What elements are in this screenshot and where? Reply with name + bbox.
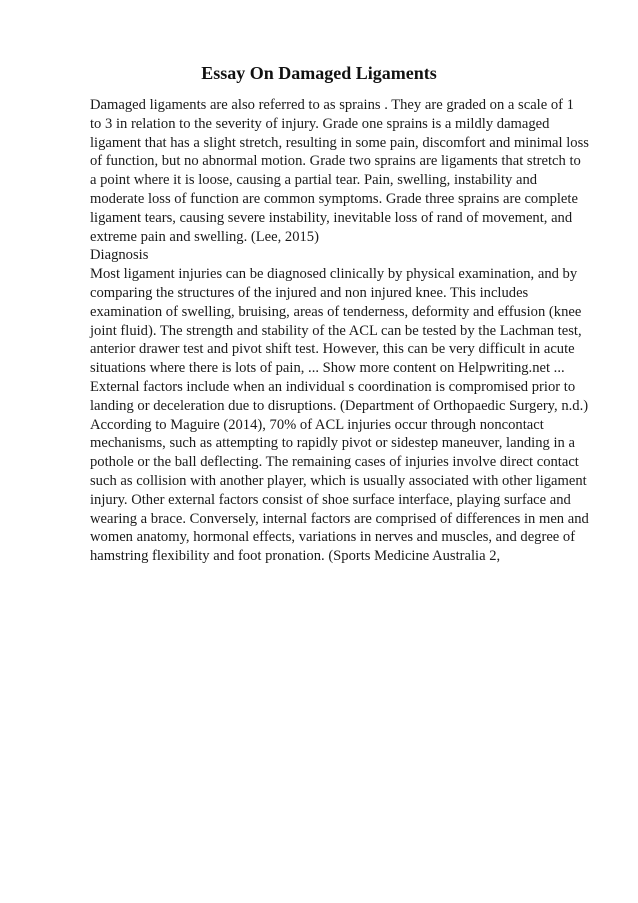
text-line: mechanisms, such as attempting to rapidly pivot or sidestep maneuver, landing in a [90,435,575,452]
text-line: pothole or the ball deflecting. The remaining cases of injuries involve direct contact [90,454,579,471]
document-title: Essay On Damaged Ligaments [201,63,437,83]
text-line: comparing the structures of the injured and non injured knee. This includes [90,284,529,301]
text-line: wearing a brace. Conversely, internal factors are comprised of differences in men and [90,510,589,527]
text-line: ligament tears, causing severe instability, inevitable loss of rand of movement, and [90,209,573,226]
text-line: Most ligament injuries can be diagnosed clinically by physical examination, and by [90,266,578,283]
section-heading-diagnosis: Diagnosis [90,247,149,264]
text-line: a point where it is loose, causing a partial tear. Pain, swelling, instability and [90,172,538,189]
text-line: such as collision with another player, which is usually associated with other ligament [90,472,587,489]
text-line: anterior drawer test and pivot shift test. However, this can be very difficult in acute [90,341,575,358]
paragraph-intro [90,96,600,246]
text-line: to 3 in relation to the severity of injury. Grade one sprains is a mildly damaged [90,115,550,132]
text-line: joint fluid). The strength and stability of the ACL can be tested by the Lachman test, [90,322,582,339]
paragraph-diagnosis [90,265,600,566]
text-line: External factors include when an individual s coordination is compromised prior to [90,378,576,395]
text-line: extreme pain and swelling. (Lee, 2015) [90,228,319,245]
text-line: ligament that has a slight stretch, resulting in some pain, discomfort and minimal loss [90,134,589,151]
text-line: According to Maguire (2014), 70% of ACL injuries occur through noncontact [90,416,544,433]
text-line: hamstring flexibility and foot pronation. (Sports Medicine Australia 2, [90,548,501,565]
text-line: landing or deceleration due to disruptions. (Department of Orthopaedic Surgery, n.d.) [90,397,589,414]
text-line: moderate loss of function are common symptoms. Grade three sprains are complete [90,190,578,207]
text-line: Damaged ligaments are also referred to as sprains . They are graded on a scale of 1 [90,97,574,113]
text-line: situations where there is lots of pain, ... Show more content on Helpwriting.net ... [90,360,565,377]
document-body [90,96,600,566]
text-line: examination of swelling, bruising, areas of tenderness, deformity and effusion (knee [90,303,582,320]
text-line: women anatomy, hormonal effects, variations in nerves and muscles, and degree of [90,529,576,546]
text-line: of function, but no abnormal motion. Grade two sprains are ligaments that stretch to [90,153,581,170]
text-line: injury. Other external factors consist of shoe surface interface, playing surface and [90,491,571,508]
